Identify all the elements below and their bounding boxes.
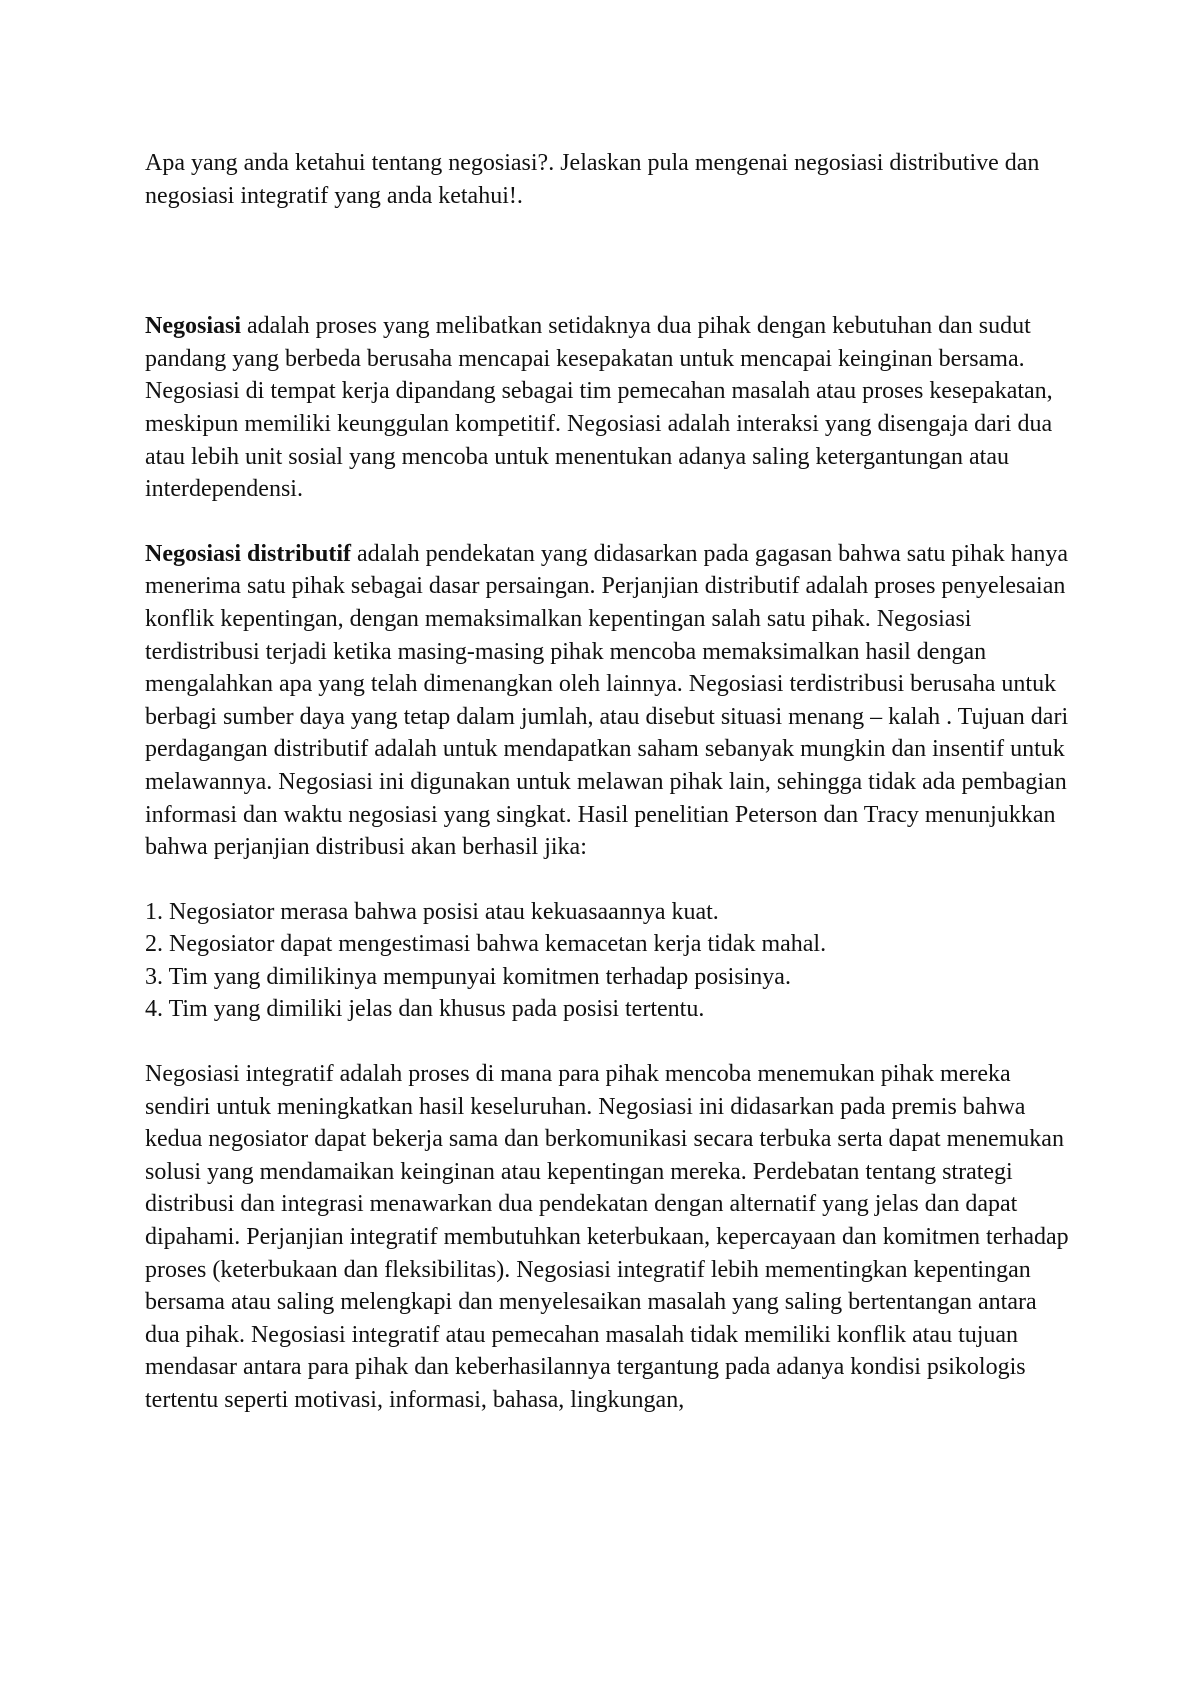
term-negosiasi: Negosiasi [145, 313, 241, 340]
list-item: 4. Tim yang dimiliki jelas dan khusus pada posisi tertentu. [145, 996, 705, 1023]
list-item: 3. Tim yang dimilikinya mempunyai komitmen terhadap posisinya. [145, 963, 791, 990]
term-distributif: Negosiasi distributif [145, 540, 352, 567]
document-body [145, 147, 1075, 1417]
question-text: Apa yang anda ketahui tentang negosiasi?. Jelaskan pula mengenai negosiasi distributive dan negosiasi integratif yang anda ketahui!. [145, 150, 1040, 209]
success-conditions-list [145, 896, 1075, 1026]
paragraph-distributif [145, 538, 1075, 864]
paragraph-negosiasi-text: adalah proses yang melibatkan setidaknya dua pihak dengan kebutuhan dan sudut pandang yang berbeda berusaha mencapai kesepakatan untuk mencapai keinginan bersama. Negosiasi di tempat kerja dipandang sebagai tim pemecahan masalah atau proses kesepakatan, meskipun memiliki keunggulan kompetitif. Negosiasi adalah interaksi yang disengaja dari dua atau lebih unit sosial yang mencoba untuk menentukan adanya saling ketergantungan atau interdependensi. [145, 313, 1053, 503]
list-item: 1. Negosiator merasa bahwa posisi atau kekuasaannya kuat. [145, 898, 719, 925]
paragraph-negosiasi [145, 310, 1075, 506]
paragraph-distributif-text: adalah pendekatan yang didasarkan pada gagasan bahwa satu pihak hanya menerima satu pihak sebagai dasar persaingan. Perjanjian distributif adalah proses penyelesaian konflik kepentingan, dengan memaksimalkan kepentingan salah satu pihak. Negosiasi terdistribusi terjadi ketika masing-masing pihak mencoba memaksimalkan hasil dengan mengalahkan apa yang telah dimenangkan oleh lainnya. Negosiasi terdistribusi berusaha untuk berbagi sumber daya yang tetap dalam jumlah, atau disebut situasi menang – kalah . Tujuan dari perdagangan distributif adalah untuk mendapatkan saham sebanyak mungkin dan insentif untuk melawannya. Negosiasi ini digunakan untuk melawan pihak lain, sehingga tidak ada pembagian informasi dan waktu negosiasi yang singkat. Hasil penelitian Peterson dan Tracy menunjukkan bahwa perjanjian distribusi akan berhasil jika: [145, 540, 1069, 861]
paragraph-integratif: Negosiasi integratif adalah proses di mana para pihak mencoba menemukan pihak mereka sendiri untuk meningkatkan hasil keseluruhan. Negosiasi ini didasarkan pada premis bahwa kedua negosiator dapat bekerja sama dan berkomunikasi secara terbuka serta dapat menemukan solusi yang mendamaikan keinginan atau kepentingan mereka. Perdebatan tentang strategi distribusi dan integrasi menawarkan dua pendekatan dengan alternatif yang jelas dan dapat dipahami. Perjanjian integratif membutuhkan keterbukaan, kepercayaan dan komitmen terhadap proses (keterbukaan dan fleksibilitas). Negosiasi integratif lebih mementingkan kepentingan bersama atau saling melengkapi dan menyelesaikan masalah yang saling bertentangan antara dua pihak. Negosiasi integratif atau pemecahan masalah tidak memiliki konflik atau tujuan mendasar antara para pihak dan keberhasilannya tergantung pada adanya kondisi psikologis tertentu seperti motivasi, informasi, bahasa, lingkungan, [145, 1061, 1069, 1413]
list-item: 2. Negosiator dapat mengestimasi bahwa kemacetan kerja tidak mahal. [145, 931, 827, 958]
